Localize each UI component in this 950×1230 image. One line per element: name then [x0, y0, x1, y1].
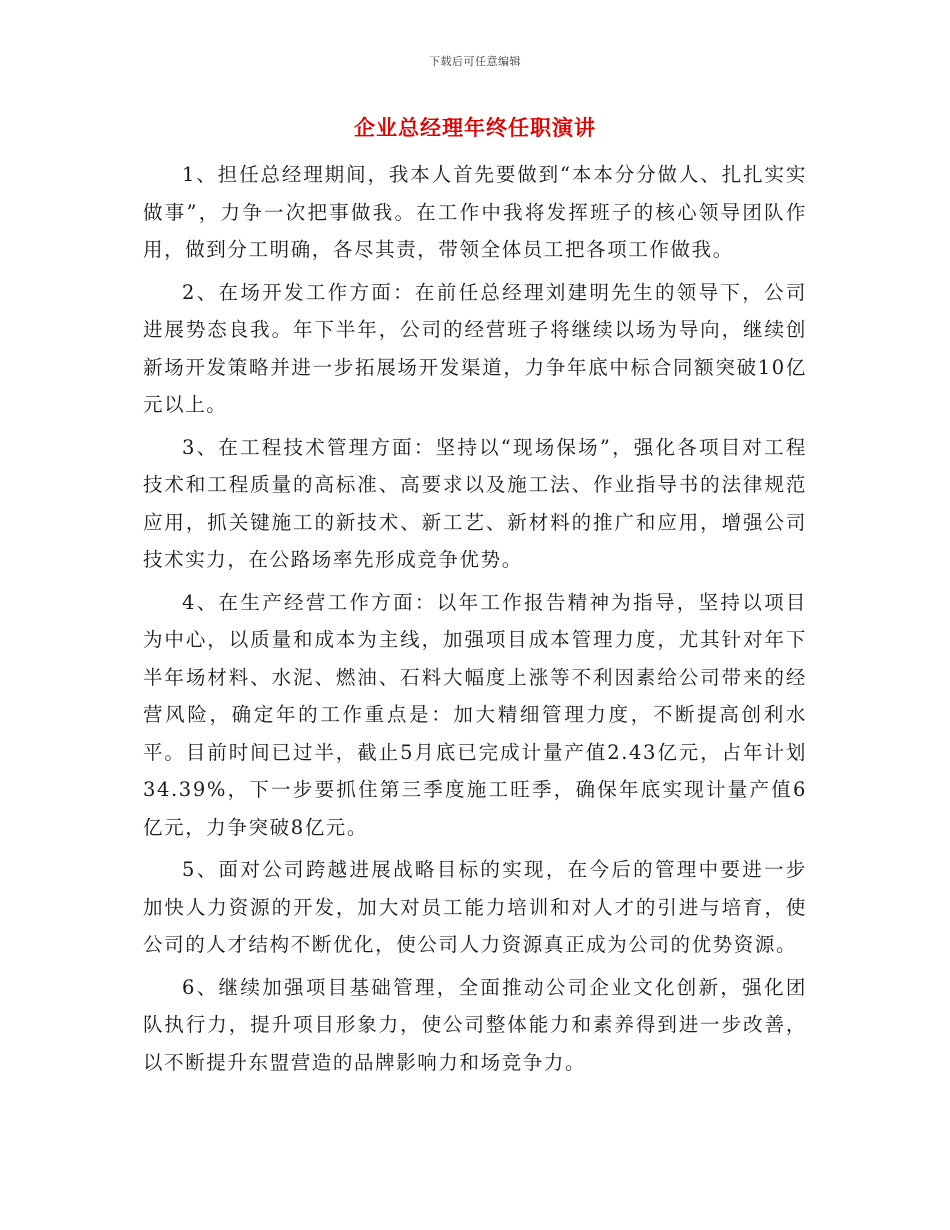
- paragraph-6: 6、继续加强项目基础管理，全面推动公司企业文化创新，强化团队执行力，提升项目形象力，使公司整体能力和素养得到进一步改善，以不断提升东盟营造的品牌影响力和场竞争力。: [143, 975, 807, 1074]
- paragraph-4: 4、在生产经营工作方面：以年工作报告精神为指导，坚持以项目为中心，以质量和成本为主线，加强项目成本管理力度，尤其针对年下半年场材料、水泥、燃油、石料大幅度上涨等不利因素给公司带来的经营风险，确定年的工作重点是：加大精细管理力度，不断提高创利水平。目前时间已过半，截止5月底已完成计量产值2.43亿元，占年计划34.39%，下一步要抓住第三季度施工旺季，确保年底实现计量产值6亿元，力争突破8亿元。: [143, 590, 807, 839]
- header-note: 下载后可任意编辑: [429, 55, 521, 68]
- document-title: 企业总经理年终任职演讲: [354, 115, 596, 140]
- paragraph-2: 2、在场开发工作方面：在前任总经理刘建明先生的领导下，公司进展势态良我。年下半年，公司的经营班子将继续以场为导向，继续创新场开发策略并进一步拓展场开发渠道，力争年底中标合同额突破10亿元以上。: [143, 280, 807, 416]
- document-body: [143, 156, 807, 1086]
- paragraph-5: 5、面对公司跨越进展战略目标的实现，在今后的管理中要进一步加快人力资源的开发，加大对员工能力培训和对人才的引进与培育，使公司的人才结构不断优化，使公司人力资源真正成为公司的优势资源。: [143, 858, 807, 956]
- paragraph-3: 3、在工程技术管理方面：坚持以“现场保场”，强化各项目对工程技术和工程质量的高标准、高要求以及施工法、作业指导书的法律规范应用，抓关键施工的新技术、新工艺、新材料的推广和应用，增强公司技术实力，在公路场率先形成竞争优势。: [143, 435, 807, 571]
- paragraph-1: 1、担任总经理期间，我本人首先要做到“本本分分做人、扎扎实实做事”，力争一次把事做我。在工作中我将发挥班子的核心领导团队作用，做到分工明确，各尽其责，带领全体员工把各项工作做我。: [143, 163, 807, 261]
